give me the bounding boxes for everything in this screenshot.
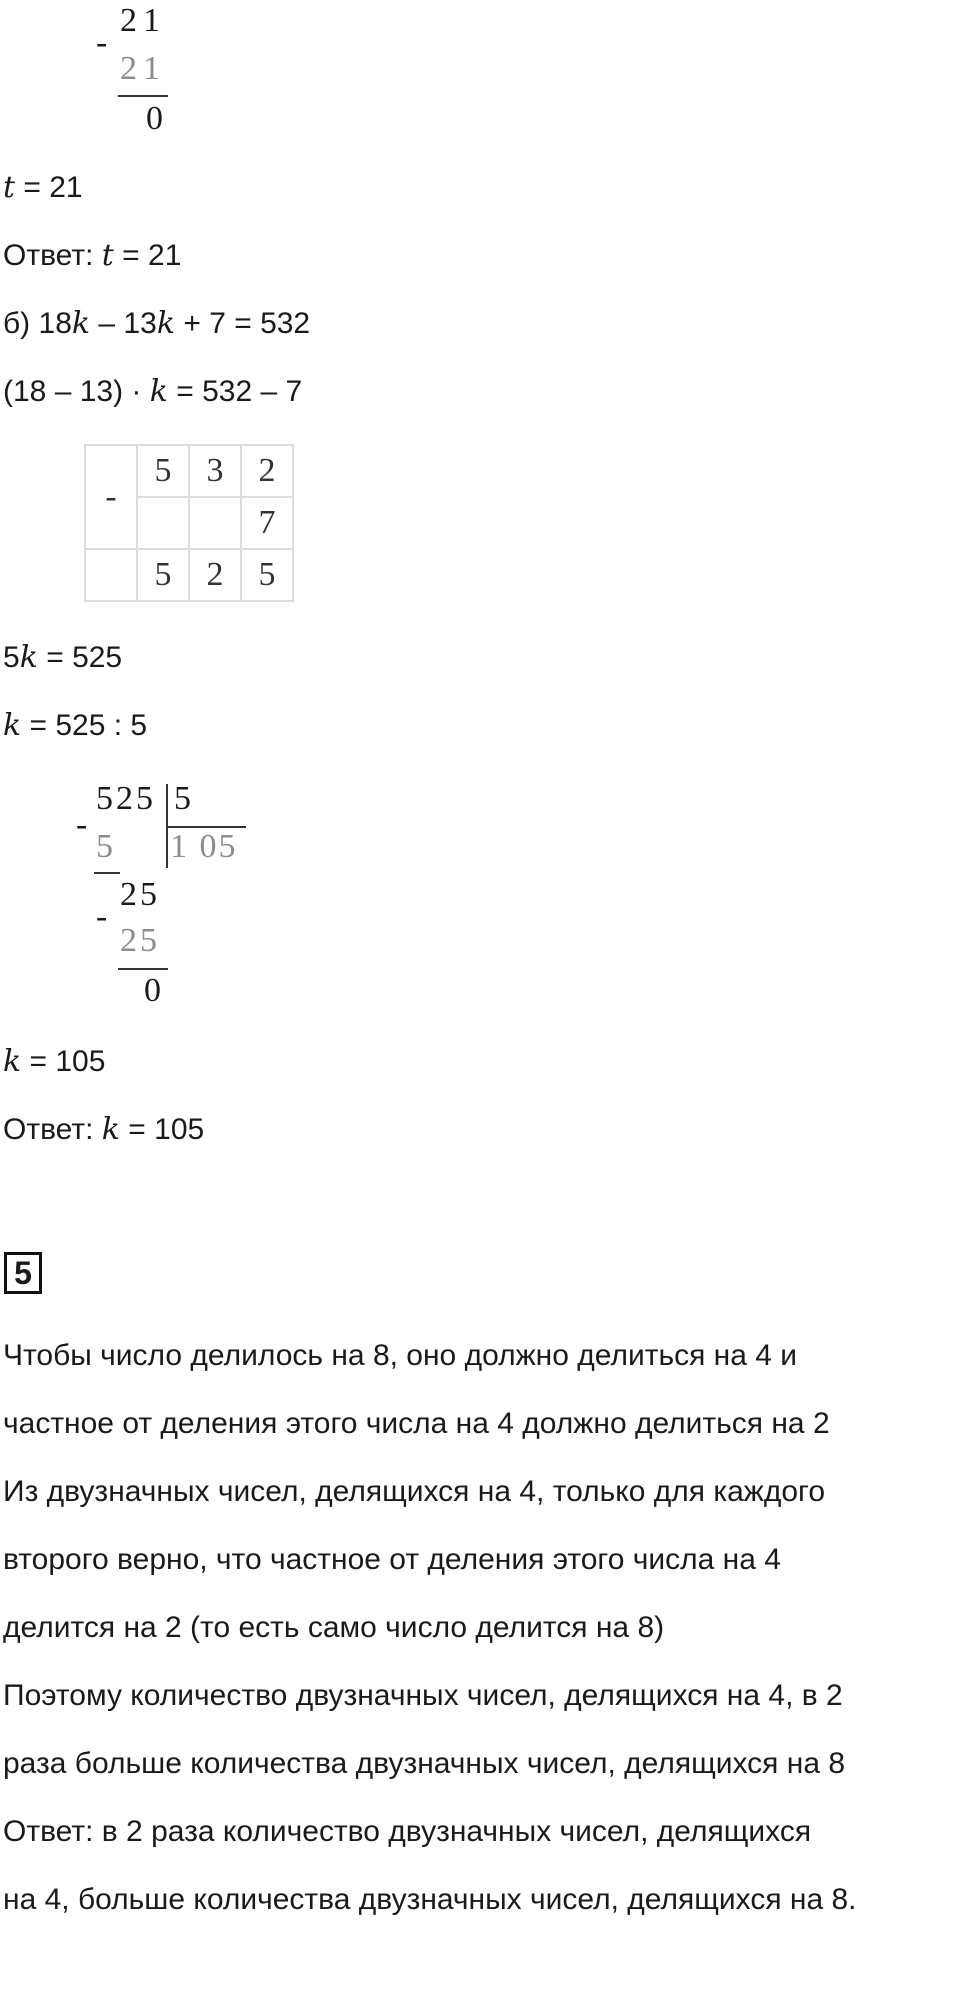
table-cell [85, 549, 137, 601]
eq-text: (18 – 13) · [3, 375, 150, 408]
table-cell: 5 [241, 549, 293, 601]
subtraction-minus: - [85, 445, 137, 549]
paragraph-line: раза больше количества двузначных чисел, делящихся на 8 [3, 1747, 846, 1780]
equation-k-div [3, 708, 147, 744]
answer-k [3, 1112, 204, 1148]
table-cell: 2 [189, 549, 241, 601]
long-division-divisor: 5 [174, 780, 197, 817]
long-division-sub-1: 5 [96, 828, 119, 865]
equation-rest: = 21 [15, 171, 83, 204]
eq-text: = 525 [37, 641, 123, 674]
equation-k-result [3, 1044, 105, 1080]
column-subtraction-table [84, 444, 294, 602]
answer-line: Ответ: в 2 раза количество двузначных чисел, делящихся [3, 1815, 812, 1848]
var-k: k [3, 708, 22, 743]
problem-number-box: 5 [4, 1252, 42, 1294]
long-division-remainder-1: 25 [120, 876, 160, 913]
equation-b1 [3, 306, 310, 342]
var-k: k [156, 306, 175, 341]
equation-b2 [3, 374, 302, 410]
table-cell: 5 [137, 549, 189, 601]
answer-prefix: Ответ: [3, 239, 102, 272]
var-t: t [3, 170, 16, 205]
table-cell [137, 497, 189, 549]
answer-rest: = 21 [113, 239, 182, 272]
equation-5k [3, 640, 122, 676]
table-cell: 3 [189, 445, 241, 497]
answer-rest: = 105 [119, 1113, 205, 1146]
long-division-dividend: 525 [96, 780, 156, 817]
paragraph-line: частное от деления этого числа на 4 должно делиться на 2 [3, 1407, 830, 1440]
var-k: k [101, 1112, 120, 1147]
paragraph-line: делится на 2 (то есть само число делится на 8) [3, 1611, 665, 1644]
long-division-quotient: 1 05 [170, 828, 238, 865]
table-cell: 7 [241, 497, 293, 549]
eq-text: – 13 [90, 307, 157, 340]
eq-text: = 525 : 5 [21, 709, 148, 742]
long-division-rule-1 [94, 872, 120, 874]
var-k: k [19, 640, 38, 675]
long-division-rule-2 [118, 968, 168, 970]
var-k: k [149, 374, 168, 409]
eq-text: = 532 – 7 [167, 375, 303, 408]
answer-line: на 4, больше количества двузначных чисел, делящихся на 8. [3, 1883, 857, 1916]
top-division-rule [118, 95, 168, 97]
long-division-minus-2: - [96, 898, 114, 935]
table-cell [189, 497, 241, 549]
answer-t [3, 238, 181, 274]
paragraph-line: Чтобы число делилось на 8, оно должно делиться на 4 и [3, 1339, 798, 1372]
var-t: t [101, 238, 114, 273]
var-k: k [71, 306, 91, 341]
eq-text: 5 [3, 641, 20, 674]
table-cell: 5 [137, 445, 189, 497]
table-cell: 2 [241, 445, 293, 497]
long-division-final: 0 [144, 972, 167, 1009]
equation-t [3, 170, 83, 206]
top-division-minus: - [96, 24, 114, 61]
var-k: k [3, 1044, 22, 1079]
paragraph-line: второго верно, что частное от деления этого числа на 4 [3, 1543, 781, 1576]
paragraph-line: Из двузначных чисел, делящихся на 4, только для каждого [3, 1475, 826, 1508]
eq-text: + 7 = 532 [175, 307, 311, 340]
top-division-result: 0 [146, 100, 169, 137]
eq-text: б) 18 [3, 307, 72, 340]
eq-text: = 105 [21, 1045, 106, 1078]
answer-prefix: Ответ: [3, 1113, 102, 1146]
long-division-minus-1: - [76, 806, 94, 843]
long-division-sub-2: 25 [120, 922, 160, 959]
top-division-line2: 21 [120, 50, 166, 87]
top-division-line1: 21 [120, 2, 166, 39]
paragraph-line: Поэтому количество двузначных чисел, делящихся на 4, в 2 [3, 1679, 843, 1712]
